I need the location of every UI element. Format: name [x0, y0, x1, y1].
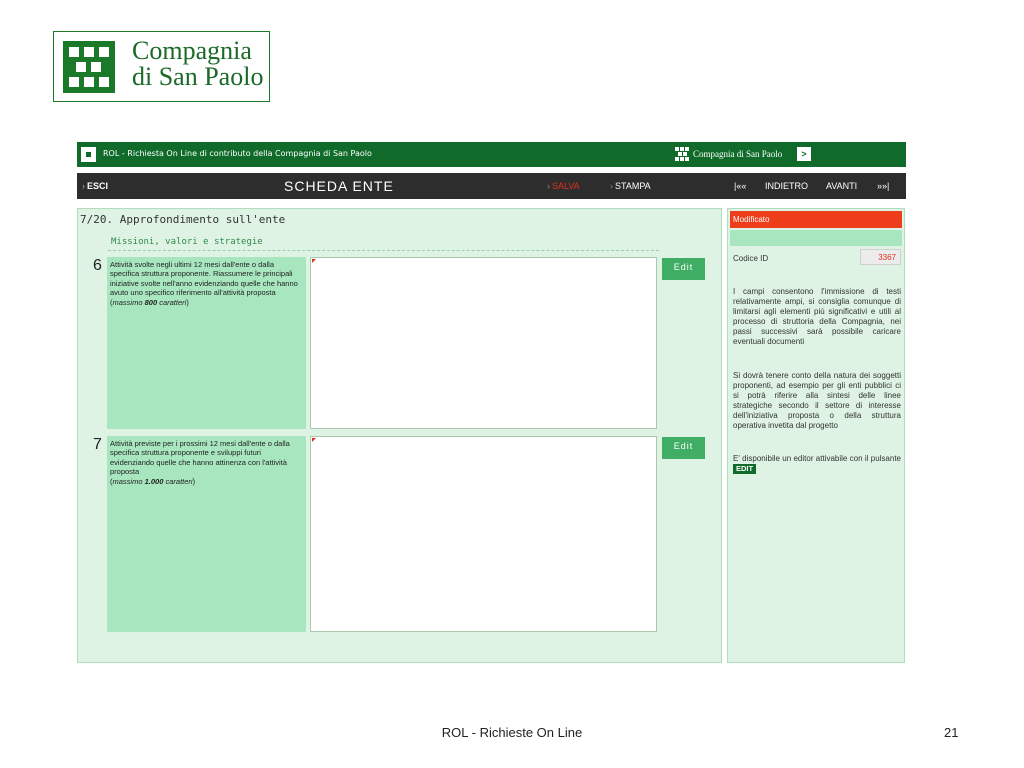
help-editor-text: E' disponibile un editor attivabile con il pulsante	[733, 454, 901, 463]
rol-app-window	[77, 142, 906, 663]
help-text	[733, 454, 901, 474]
window-icon	[81, 147, 96, 162]
print-button[interactable]	[610, 181, 651, 191]
next-button[interactable]: AVANTI	[826, 181, 858, 191]
logo-checker-icon	[63, 41, 115, 93]
limit-value: 1.000	[144, 476, 164, 486]
company-logo	[53, 31, 270, 102]
answer-textarea[interactable]	[310, 257, 657, 429]
limit-value: 800	[144, 297, 158, 307]
question-number: 7	[93, 436, 102, 453]
question-label: Attività svolte negli ultimi 12 mesi dall'ente o dalla specifica struttura proponente. Riassumere le principali iniziative svolte nell'anno evidenziando quelle che hanno avuto uno specifico riferimento all'attività proposta (massimo 800 caratteri)	[107, 257, 306, 429]
question-label: Attività previste per i prossimi 12 mesi dall'ente o dalla specifica struttura proponente e sviluppi futuri evidenziando quelle che hanno attinenza con l'attività proposta (massimo 1.000 caratteri)	[107, 436, 306, 632]
status-badge: Modificato	[730, 211, 902, 228]
page-title: SCHEDA ENTE	[284, 178, 394, 194]
print-label: STAMPA	[615, 181, 651, 191]
bullet-icon: ›	[82, 181, 85, 191]
question-text: Attività svolte negli ultimi 12 mesi dall'ente o dalla specifica struttura proponente. Riassumere le principali iniziative svolte nell'anno evidenziando quelle che hanno avuto uno specifico riferimento all'attività proposta	[110, 260, 298, 298]
help-text: Si dovrà tenere conto della natura dei soggetti proponenti, ad esempio per gli enti pubblici ci si potrà riferire alla sintesi delle linee strategiche secondo il settore di interesse dell'iniziativa proposta o della struttura operativa invetita dal progetto	[733, 371, 901, 430]
section-title: 7/20. Approfondimento sull'ente	[80, 213, 286, 226]
question-number: 6	[93, 257, 102, 274]
first-page-button[interactable]: |««	[734, 181, 747, 191]
codice-id-value: 3367	[860, 249, 901, 265]
bullet-icon: ›	[547, 181, 550, 191]
brand-name: Compagnia di San Paolo	[693, 149, 783, 159]
edit-button[interactable]: Edit	[662, 258, 705, 280]
window-title: ROL - Richiesta On Line di contributo della Compagnia di San Paolo	[103, 149, 372, 158]
logo-line2: di San Paolo	[132, 62, 264, 91]
slide-footer: ROL - Richieste On Line	[441, 725, 583, 740]
bullet-icon: ›	[610, 181, 613, 191]
edit-button[interactable]: Edit	[662, 437, 705, 459]
brand-checker-icon	[675, 147, 689, 161]
help-text: I campi consentono l'immissione di testi relativamente ampi, si consiglia comunque di limitarsi agli elementi più significativi e utili al processo di struttoria della Compagnia, nei passi successivi sarà possibile caricare eventuali documenti	[733, 287, 901, 346]
limit-suffix: caratteri	[165, 476, 193, 486]
logo-text	[132, 38, 263, 90]
toolbar	[77, 173, 906, 199]
codice-id-label: Codice ID	[733, 254, 769, 263]
limit-prefix: massimo	[112, 297, 143, 307]
forward-arrow-button[interactable]: >	[797, 147, 811, 161]
back-button[interactable]: INDIETRO	[765, 181, 809, 191]
info-panel	[727, 208, 905, 663]
answer-textarea[interactable]	[310, 436, 657, 632]
form-panel	[77, 208, 722, 663]
exit-label: ESCI	[87, 181, 109, 191]
page-number: 21	[944, 725, 959, 740]
subsection-divider	[108, 250, 659, 251]
logo-line1: Compagnia	[132, 36, 252, 65]
limit-suffix: caratteri	[159, 297, 187, 307]
edit-badge: EDIT	[733, 464, 756, 474]
exit-button[interactable]	[82, 181, 108, 191]
last-page-button[interactable]: »»|	[877, 181, 890, 191]
question-text: Attività previste per i prossimi 12 mesi dall'ente o dalla specifica struttura proponente e sviluppi futuri evidenziando quelle che hanno attinenza con l'attività proposta	[110, 439, 290, 477]
subsection-title: Missioni, valori e strategie	[111, 237, 263, 247]
save-button[interactable]	[547, 181, 580, 191]
save-label: SALVA	[552, 181, 580, 191]
title-bar	[77, 142, 906, 167]
limit-prefix: massimo	[112, 476, 143, 486]
status-bar	[730, 230, 902, 246]
